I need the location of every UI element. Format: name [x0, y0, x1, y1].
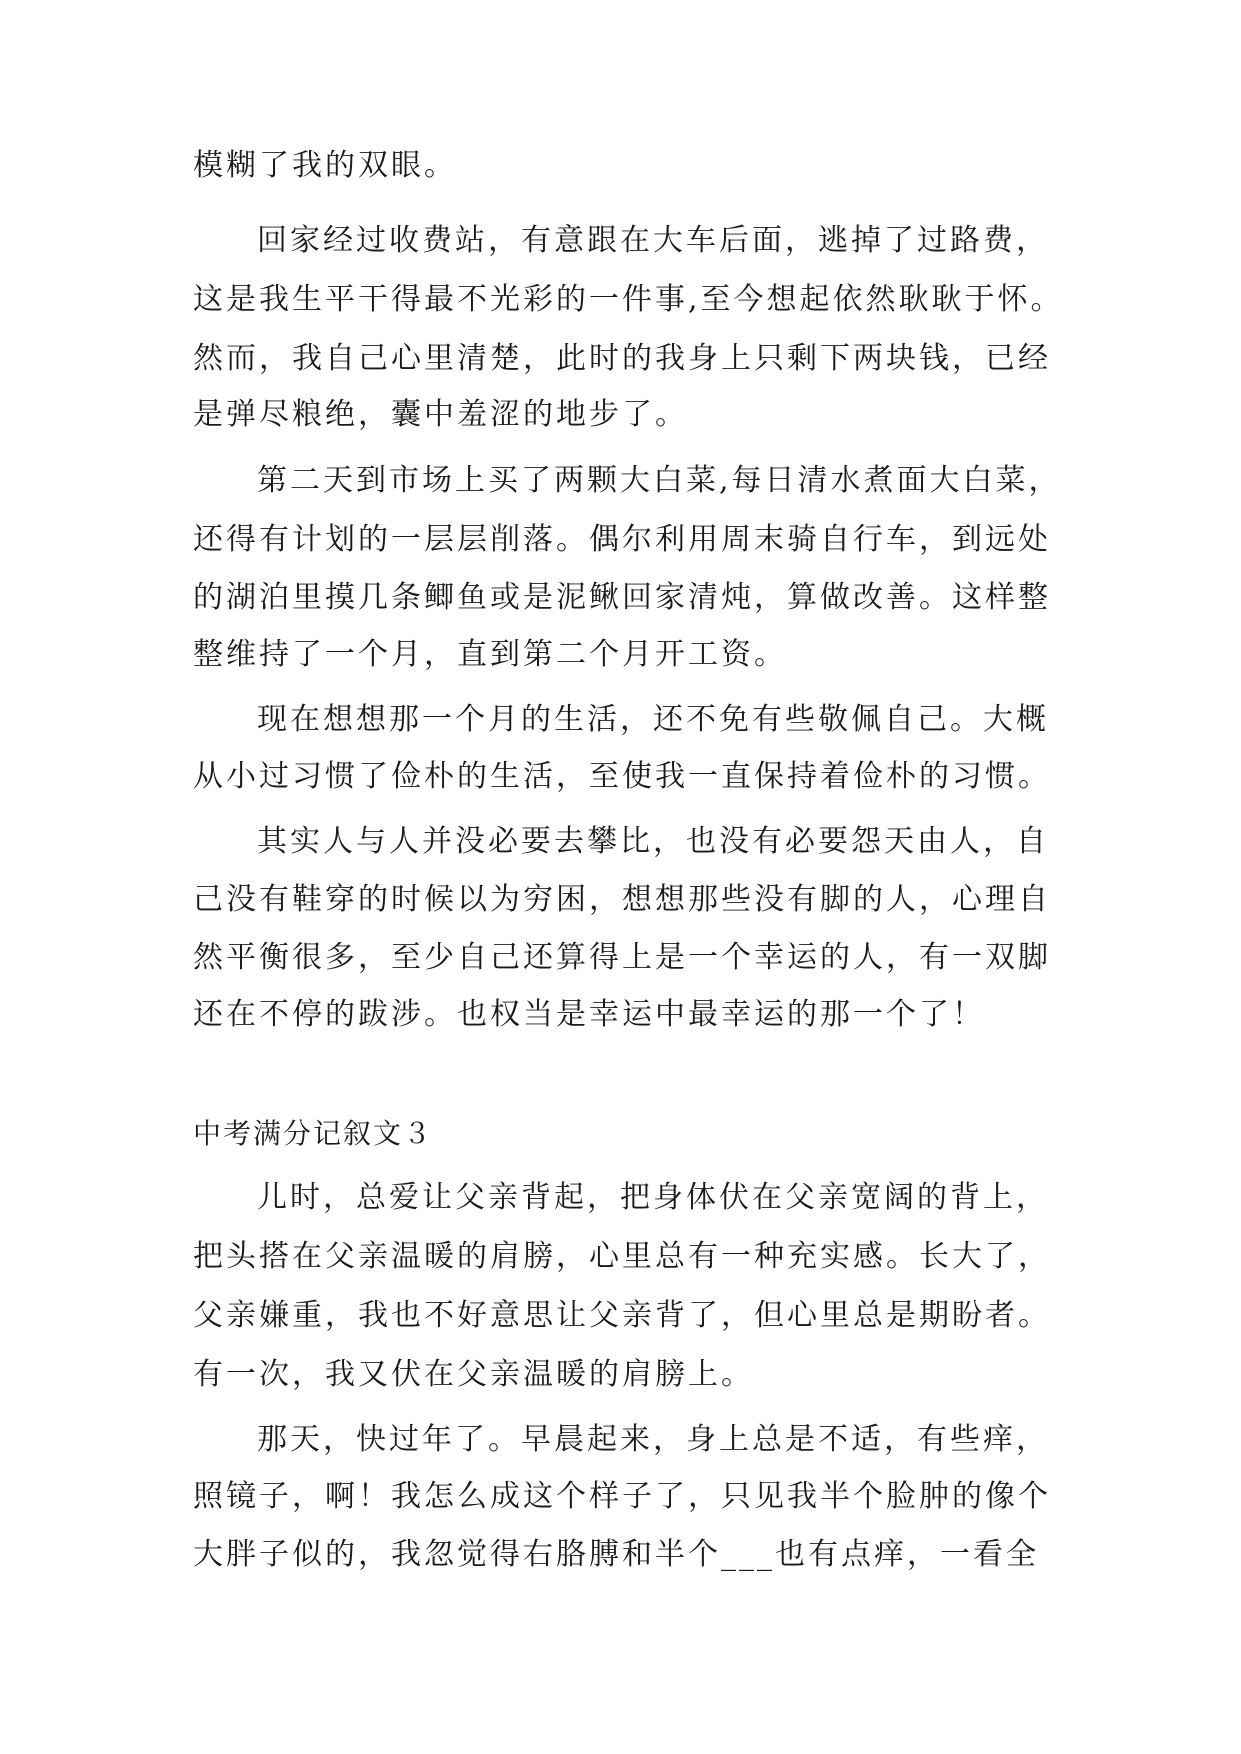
paragraph-line: 照镜子，啊！我怎么成这个样子了，只见我半个脸肿的像个: [193, 1479, 1051, 1514]
paragraph-line: 整维持了一个月，直到第二个月开工资。: [193, 637, 787, 672]
paragraph-line: 然平衡很多，至少自己还算得上是一个幸运的人，有一双脚: [193, 940, 1051, 975]
paragraph-line: 模糊了我的双眼。: [193, 148, 457, 183]
paragraph-line: 己没有鞋穿的时候以为穷困，想想那些没有脚的人，心理自: [193, 882, 1051, 917]
paragraph-line: 其实人与人并没必要去攀比，也没有必要怨天由人，自: [257, 824, 1049, 859]
paragraph-line: 有一次，我又伏在父亲温暖的肩膀上。: [193, 1357, 754, 1392]
paragraph-line: 然而，我自己心里清楚，此时的我身上只剩下两块钱，已经: [193, 341, 1051, 376]
paragraph-line: 大胖子似的，我忽觉得右胳膊和半个___也有点痒，一看全: [193, 1537, 1039, 1572]
paragraph-line: 儿时，总爱让父亲背起，把身体伏在父亲宽阔的背上，: [257, 1180, 1049, 1215]
paragraph-line: 从小过习惯了俭朴的生活，至使我一直保持着俭朴的习惯。: [193, 759, 1051, 794]
paragraph-line: 第二天到市场上买了两颗大白菜,每日清水煮面大白菜，: [257, 463, 1062, 498]
paragraph-line: 把头搭在父亲温暖的肩膀，心里总有一种充实感。长大了，: [193, 1239, 1051, 1274]
paragraph-line: 还在不停的跋涉。也权当是幸运中最幸运的那一个了！: [193, 997, 985, 1032]
paragraph-line: 是弹尽粮绝，囊中羞涩的地步了。: [193, 397, 688, 432]
section-heading: 中考满分记叙文３: [193, 1117, 434, 1150]
paragraph-line: 现在想想那一个月的生活，还不免有些敬佩自己。大概: [257, 702, 1049, 737]
paragraph-line: 还得有计划的一层层削落。偶尔利用周末骑自行车，到远处: [193, 522, 1051, 557]
paragraph-line: 那天，快过年了。早晨起来，身上总是不适，有些痒，: [257, 1422, 1049, 1457]
paragraph-line: 的湖泊里摸几条鲫鱼或是泥鳅回家清炖，算做改善。这样整: [193, 580, 1051, 615]
paragraph-line: 父亲嫌重，我也不好意思让父亲背了，但心里总是期盼者。: [193, 1298, 1051, 1333]
paragraph-line: 回家经过收费站，有意跟在大车后面，逃掉了过路费，: [257, 223, 1049, 258]
paragraph-line: 这是我生平干得最不光彩的一件事,至今想起依然耿耿于怀。: [193, 282, 1064, 317]
